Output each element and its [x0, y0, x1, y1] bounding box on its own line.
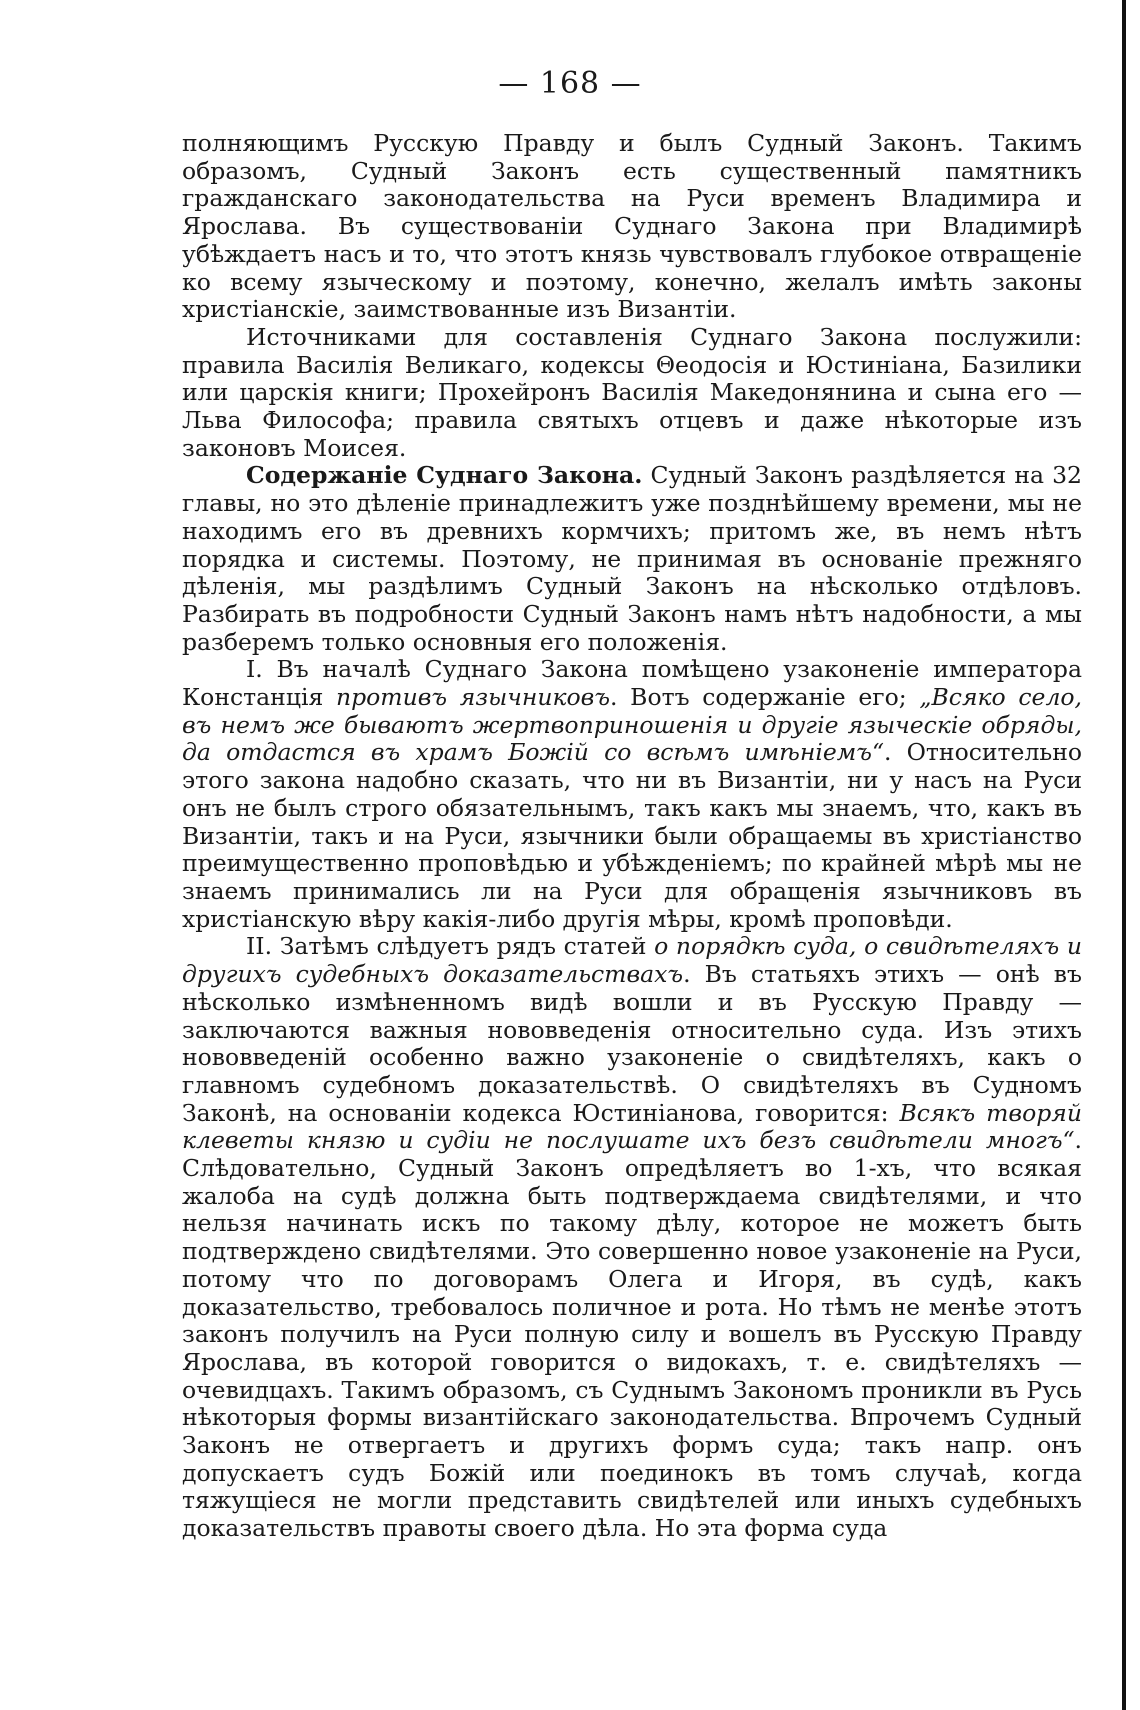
page-edge-rule	[1122, 0, 1126, 1710]
italic-quote: Всякъ творяй клеветы князю и судіи не послушате ихъ безъ свидѣтели многъ“	[182, 1098, 1082, 1155]
paragraph-section-1	[182, 656, 1082, 933]
italic-phrase: противъ язычниковъ	[335, 683, 611, 712]
body-text	[182, 130, 1082, 1543]
paragraph-continuation	[182, 130, 1082, 324]
text-segment: I. Въ началѣ Суднаго Закона помѣщено узаконеніе императора Констанція	[182, 655, 1082, 712]
italic-phrase: о порядкѣ суда, о свидѣтеляхъ и другихъ судебныхъ доказательствахъ	[182, 932, 1082, 989]
text-segment: . Вотъ содержаніе его;	[610, 683, 920, 712]
text-segment: . Слѣдовательно, Судный Законъ опредѣляетъ во 1-хъ, что всякая жалоба на судѣ должна быть подтверждаема свидѣтелями, и что нельзя начинать искъ по такому дѣлу, которое не можетъ быть подтверждено свидѣтелями. Это совершенно новое узаконеніе на Руси, потому что по договорамъ Олега и Игоря, въ судѣ, какъ доказательство, требовалось поличное и рота. Но тѣмъ не менѣе этотъ законъ получилъ на Руси полную силу и вошелъ въ Русскую Правду Ярослава, въ которой говорится о видокахъ, т. е. свидѣтеляхъ — очевидцахъ. Такимъ образомъ, съ Суднымъ Закономъ проникли въ Русь нѣкоторыя формы византійскаго законодательства. Впрочемъ Судный Законъ не отвергаетъ и другихъ формъ суда; такъ напр. онъ допускаетъ судъ Божій или поединокъ въ томъ случаѣ, когда тяжущіеся не могли представить свидѣтелей или иныхъ судебныхъ доказательствъ правоты своего дѣла. Но эта форма суда	[182, 1126, 1082, 1543]
paragraph-contents	[182, 462, 1082, 656]
text-segment: II. Затѣмъ слѣдуетъ рядъ статей	[246, 932, 655, 961]
paragraph-sources	[182, 324, 1082, 463]
text-segment: . Относительно этого закона надобно сказать, что ни въ Византіи, ни у насъ на Руси онъ не былъ строго обязательнымъ, такъ какъ мы знаемъ, что, какъ въ Византіи, такъ и на Руси, язычники были обращаемы въ христіанство преимущественно проповѣдью и убѣжденіемъ; по крайней мѣрѣ мы не знаемъ принимались ли на Руси для обращенія язычниковъ въ христіанскую вѣру какія-либо другія мѣры, кромѣ проповѣди.	[182, 738, 1083, 933]
paragraph-section-2	[182, 933, 1082, 1542]
page-number: — 168 —	[498, 66, 642, 101]
text-segment: Судный Законъ раздѣляется на 32 главы, но это дѣленіе принадлежитъ уже позднѣйшему времени, мы не находимъ его въ древнихъ кормчихъ; притомъ же, въ немъ нѣтъ порядка и системы. Поэтому, не принимая въ основаніе прежняго дѣленія, мы раздѣлимъ Судный Законъ на нѣсколько отдѣловъ. Разбирать въ подробности Судный Законъ намъ нѣтъ надобности, а мы разберемъ только основныя его положенія.	[182, 461, 1082, 656]
section-heading: Содержаніе Суднаго Закона.	[246, 461, 643, 490]
text-segment: полняющимъ Русскую Правду и былъ Судный Законъ. Такимъ образомъ, Судный Законъ есть существенный памятникъ гражданскаго законодательства на Руси временъ Владимира и Ярослава. Въ существованіи Суднаго Закона при Владимирѣ убѣждаетъ насъ и то, что этотъ князь чувствовалъ глубокое отвращеніе ко всему языческому и поэтому, конечно, желалъ имѣть законы христіанскіе, заимствованные изъ Византіи.	[182, 129, 1082, 324]
italic-quote: „Всяко село, въ немъ же бываютъ жертвоприношенія и другіе языческіе обряды, да отдастся въ храмъ Божій со всѣмъ имѣніемъ“	[182, 683, 1083, 767]
text-segment: . Въ статьяхъ этихъ — онѣ въ нѣсколько измѣненномъ видѣ вошли и въ Русскую Правду — заключаются важныя нововведенія относительно суда. Изъ этихъ нововведеній особенно важно узаконеніе о свидѣтеляхъ, какъ о главномъ судебномъ доказательствѣ. О свидѣтеляхъ въ Судномъ Законѣ, на основаніи кодекса Юстиніанова, говорится:	[182, 960, 1082, 1127]
text-segment: Источниками для составленія Суднаго Закона послужили: правила Василія Великаго, кодексы Θеодосія и Юстиніана, Базилики или царскія книги; Прохейронъ Василія Македонянина и сына его — Льва Философа; правила святыхъ отцевъ и даже нѣкоторые изъ законовъ Моисея.	[182, 322, 1082, 462]
